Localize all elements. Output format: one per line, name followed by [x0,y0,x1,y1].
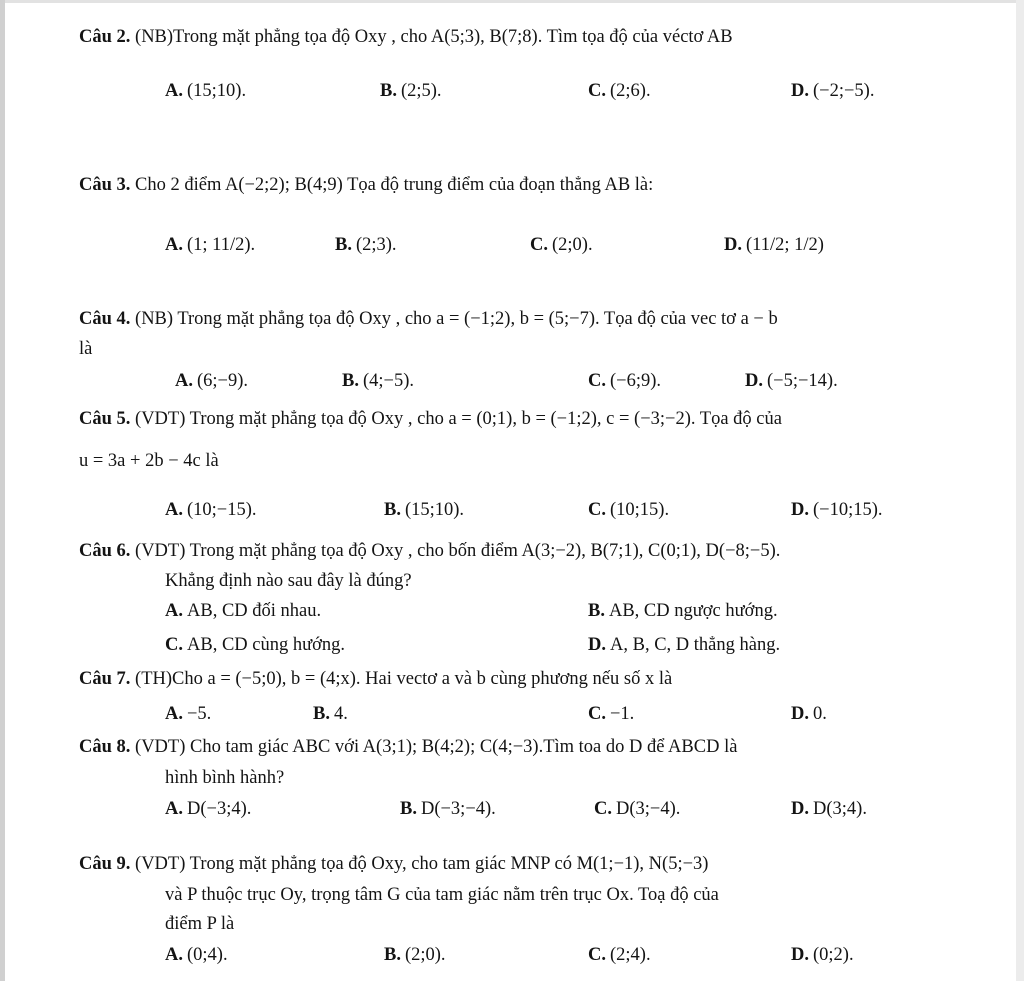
question-9-continued: và P thuộc trục Oy, trọng tâm G của tam giác nằm trên trục Ox. Toạ độ của [165,885,719,905]
question-5 [79,406,782,432]
option-a: A. (1; 11/2). [165,235,256,255]
question-4 [79,306,778,332]
question-4-continued: là [79,339,93,359]
question-label: Câu 6. [79,541,131,561]
option-b: B. (2;0). [384,945,446,965]
option-b: B. D(−3;−4). [400,799,496,819]
option-c: C. −1. [588,704,635,724]
question-6-continued: Khẳng định nào sau đây là đúng? [165,571,412,591]
question-9 [79,851,708,877]
top-border [0,0,1024,3]
question-label: Câu 4. [79,309,131,329]
option-d: D. (0;2). [791,945,854,965]
option-c: C. (2;0). [530,235,593,255]
question-text: (NB) Trong mặt phẳng tọa độ Oxy , cho a = (−1;2), b = (5;−7). Tọa độ của vec tơ a − b [135,309,778,329]
option-a: A. AB, CD đối nhau. [165,601,322,621]
question-text: (VDT) Trong mặt phẳng tọa độ Oxy, cho tam giác MNP có M(1;−1), N(5;−3) [135,854,709,874]
option-c: C. AB, CD cùng hướng. [165,635,346,655]
option-d: D. (11/2; 1/2) [724,235,824,255]
option-d: D. A, B, C, D thẳng hàng. [588,635,781,655]
question-text: Cho 2 điểm A(−2;2); B(4;9) Tọa độ trung điểm của đoạn thẳng AB là: [135,175,654,195]
question-8 [79,734,737,760]
option-b: B. (4;−5). [342,371,414,391]
option-a: A. (0;4). [165,945,228,965]
option-a: A. (15;10). [165,81,247,101]
question-text: (TH)Cho a = (−5;0), b = (4;x). Hai vectơ a và b cùng phương nếu số x là [135,669,673,689]
question-2 [79,24,733,50]
option-c: C. (−6;9). [588,371,662,391]
question-9-continued-2: điểm P là [165,914,235,934]
option-c: C. (2;6). [588,81,651,101]
option-b: B. AB, CD ngược hướng. [588,601,778,621]
option-a: A. (6;−9). [175,371,249,391]
option-d: D. (−10;15). [791,500,883,520]
option-c: C. (2;4). [588,945,651,965]
option-b: B. 4. [313,704,348,724]
option-a: A. (10;−15). [165,500,257,520]
question-label: Câu 3. [79,175,131,195]
right-border [1016,0,1024,981]
question-label: Câu 2. [79,27,131,47]
question-6 [79,538,780,564]
option-d: D. (−5;−14). [745,371,838,391]
question-8-continued: hình bình hành? [165,768,285,788]
option-b: B. (2;3). [335,235,397,255]
question-label: Câu 7. [79,669,131,689]
option-d: D. 0. [791,704,827,724]
left-border [0,0,5,981]
question-text: (VDT) Trong mặt phẳng tọa độ Oxy , cho bốn điểm A(3;−2), B(7;1), C(0;1), D(−8;−5). [135,541,781,561]
option-a: A. −5. [165,704,212,724]
question-text: (VDT) Trong mặt phẳng tọa độ Oxy , cho a = (0;1), b = (−1;2), c = (−3;−2). Tọa độ của [135,409,782,429]
question-label: Câu 5. [79,409,131,429]
question-text: (NB)Trong mặt phẳng tọa độ Oxy , cho A(5;3), B(7;8). Tìm tọa độ của véctơ AB [135,27,733,47]
question-label: Câu 9. [79,854,131,874]
option-b: B. (2;5). [380,81,442,101]
option-a: A. D(−3;4). [165,799,252,819]
option-c: C. D(3;−4). [594,799,681,819]
question-7 [79,666,672,692]
question-3 [79,172,653,198]
option-c: C. (10;15). [588,500,670,520]
question-label: Câu 8. [79,737,131,757]
question-text: (VDT) Cho tam giác ABC với A(3;1); B(4;2); C(4;−3).Tìm toa do D để ABCD là [135,737,738,757]
question-5-continued: u = 3a + 2b − 4c là [79,451,219,471]
option-d: D. D(3;4). [791,799,867,819]
option-b: B. (15;10). [384,500,465,520]
option-d: D. (−2;−5). [791,81,875,101]
